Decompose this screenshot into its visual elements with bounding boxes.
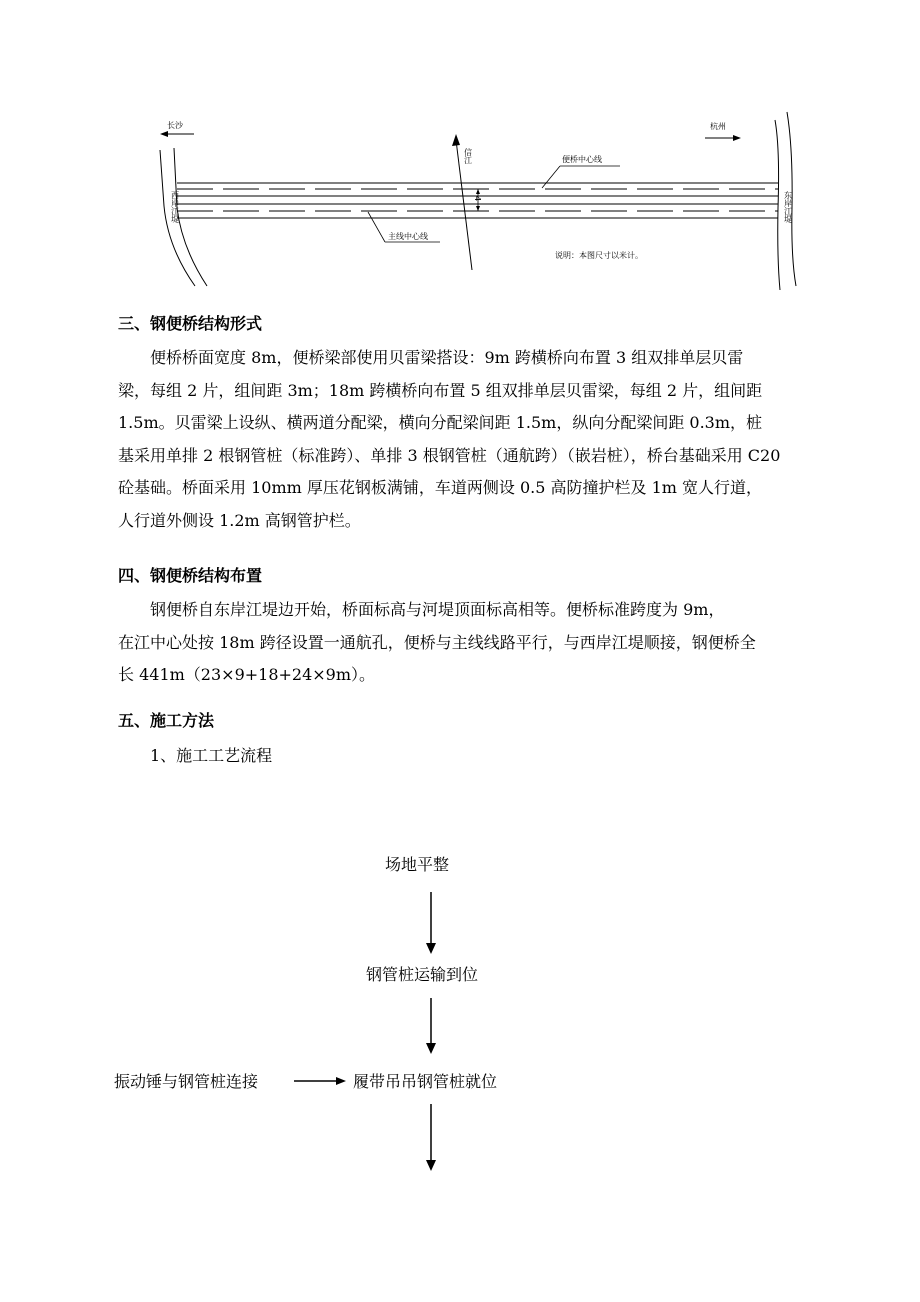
bridge-centerline-label: 便桥中心线: [562, 155, 602, 164]
paragraph-line: 人行道外侧设 1.2m 高钢管护栏。: [118, 510, 361, 530]
east-bank-line-inner: [775, 120, 780, 290]
flow-arrowhead-icon: [426, 1043, 436, 1054]
section4-heading: 四、钢便桥结构布置: [118, 566, 263, 585]
flow-step-crane-position: 履带吊吊钢管桩就位: [353, 1072, 498, 1091]
paragraph-line: 砼基础。桥面采用 10mm 厚压花钢板满铺，车道两侧设 0.5 高防撞护栏及 1m 宽人行道，: [118, 478, 763, 497]
east-bank-label: 东岸江堤: [783, 191, 793, 223]
section3-paragraph: [118, 342, 824, 537]
right-arrowhead-icon: [733, 135, 741, 141]
river-arrowhead: [452, 134, 460, 146]
flow-step-hammer-connect: 振动锤与钢管桩连接: [114, 1072, 259, 1091]
left-city-label: 长沙: [167, 121, 183, 130]
subsection-title: 1、施工工艺流程: [150, 746, 273, 765]
note-text: 说明：本图尺寸以米计。: [555, 251, 643, 260]
offset-label: 4: [473, 196, 482, 202]
site-plan-diagram: [150, 108, 810, 300]
bridge-centerline-leader: [542, 166, 560, 188]
left-arrowhead-icon: [160, 131, 168, 137]
paragraph-line: 钢便桥自东岸江堤边开始，桥面标高与河堤顶面标高相等。便桥标准跨度为 9m，: [150, 600, 725, 619]
paragraph-line: 基采用单排 2 根钢管桩（标准跨）、单排 3 根钢管桩（通航跨）（嵌岩桩），桥台基础采用 C20: [118, 445, 781, 465]
west-bank-label: 西岸江堤: [170, 191, 180, 223]
flow-arrowhead-icon: [336, 1077, 346, 1085]
flow-arrowhead-icon: [426, 1160, 436, 1171]
paragraph-line: 1.5m。贝雷梁上设纵、横两道分配梁，横向分配梁间距 1.5m，纵向分配梁间距 0.3m，桩: [118, 413, 763, 432]
flow-arrowhead-icon: [426, 943, 436, 954]
flow-step-site-leveling: 场地平整: [385, 855, 450, 874]
section3-heading: 三、钢便桥结构形式: [118, 314, 263, 333]
section5-heading: 五、施工方法: [118, 711, 215, 730]
paragraph-line: 在江中心处按 18m 跨径设置一通航孔，便桥与主线线路平行，与西岸江堤顺接，钢便桥全: [118, 632, 756, 652]
main-centerline-label: 主线中心线: [388, 232, 428, 241]
section4-paragraph: [118, 594, 824, 692]
river-label: 信江: [463, 148, 473, 164]
right-city-label: 杭州: [710, 122, 726, 131]
flow-step-pile-transport: 钢管桩运输到位: [366, 965, 479, 984]
paragraph-line: 梁，每组 2 片，组间距 3m；18m 跨横桥向布置 5 组双排单层贝雷梁，每组 2 片，组间距: [118, 380, 763, 400]
paragraph-line: 便桥桥面宽度 8m，便桥梁部使用贝雷梁搭设：9m 跨横桥向布置 3 组双排单层贝雷: [150, 348, 744, 367]
paragraph-line: 长 441m（23×9+18+24×9m）。: [118, 665, 376, 684]
main-centerline-leader: [368, 212, 385, 242]
